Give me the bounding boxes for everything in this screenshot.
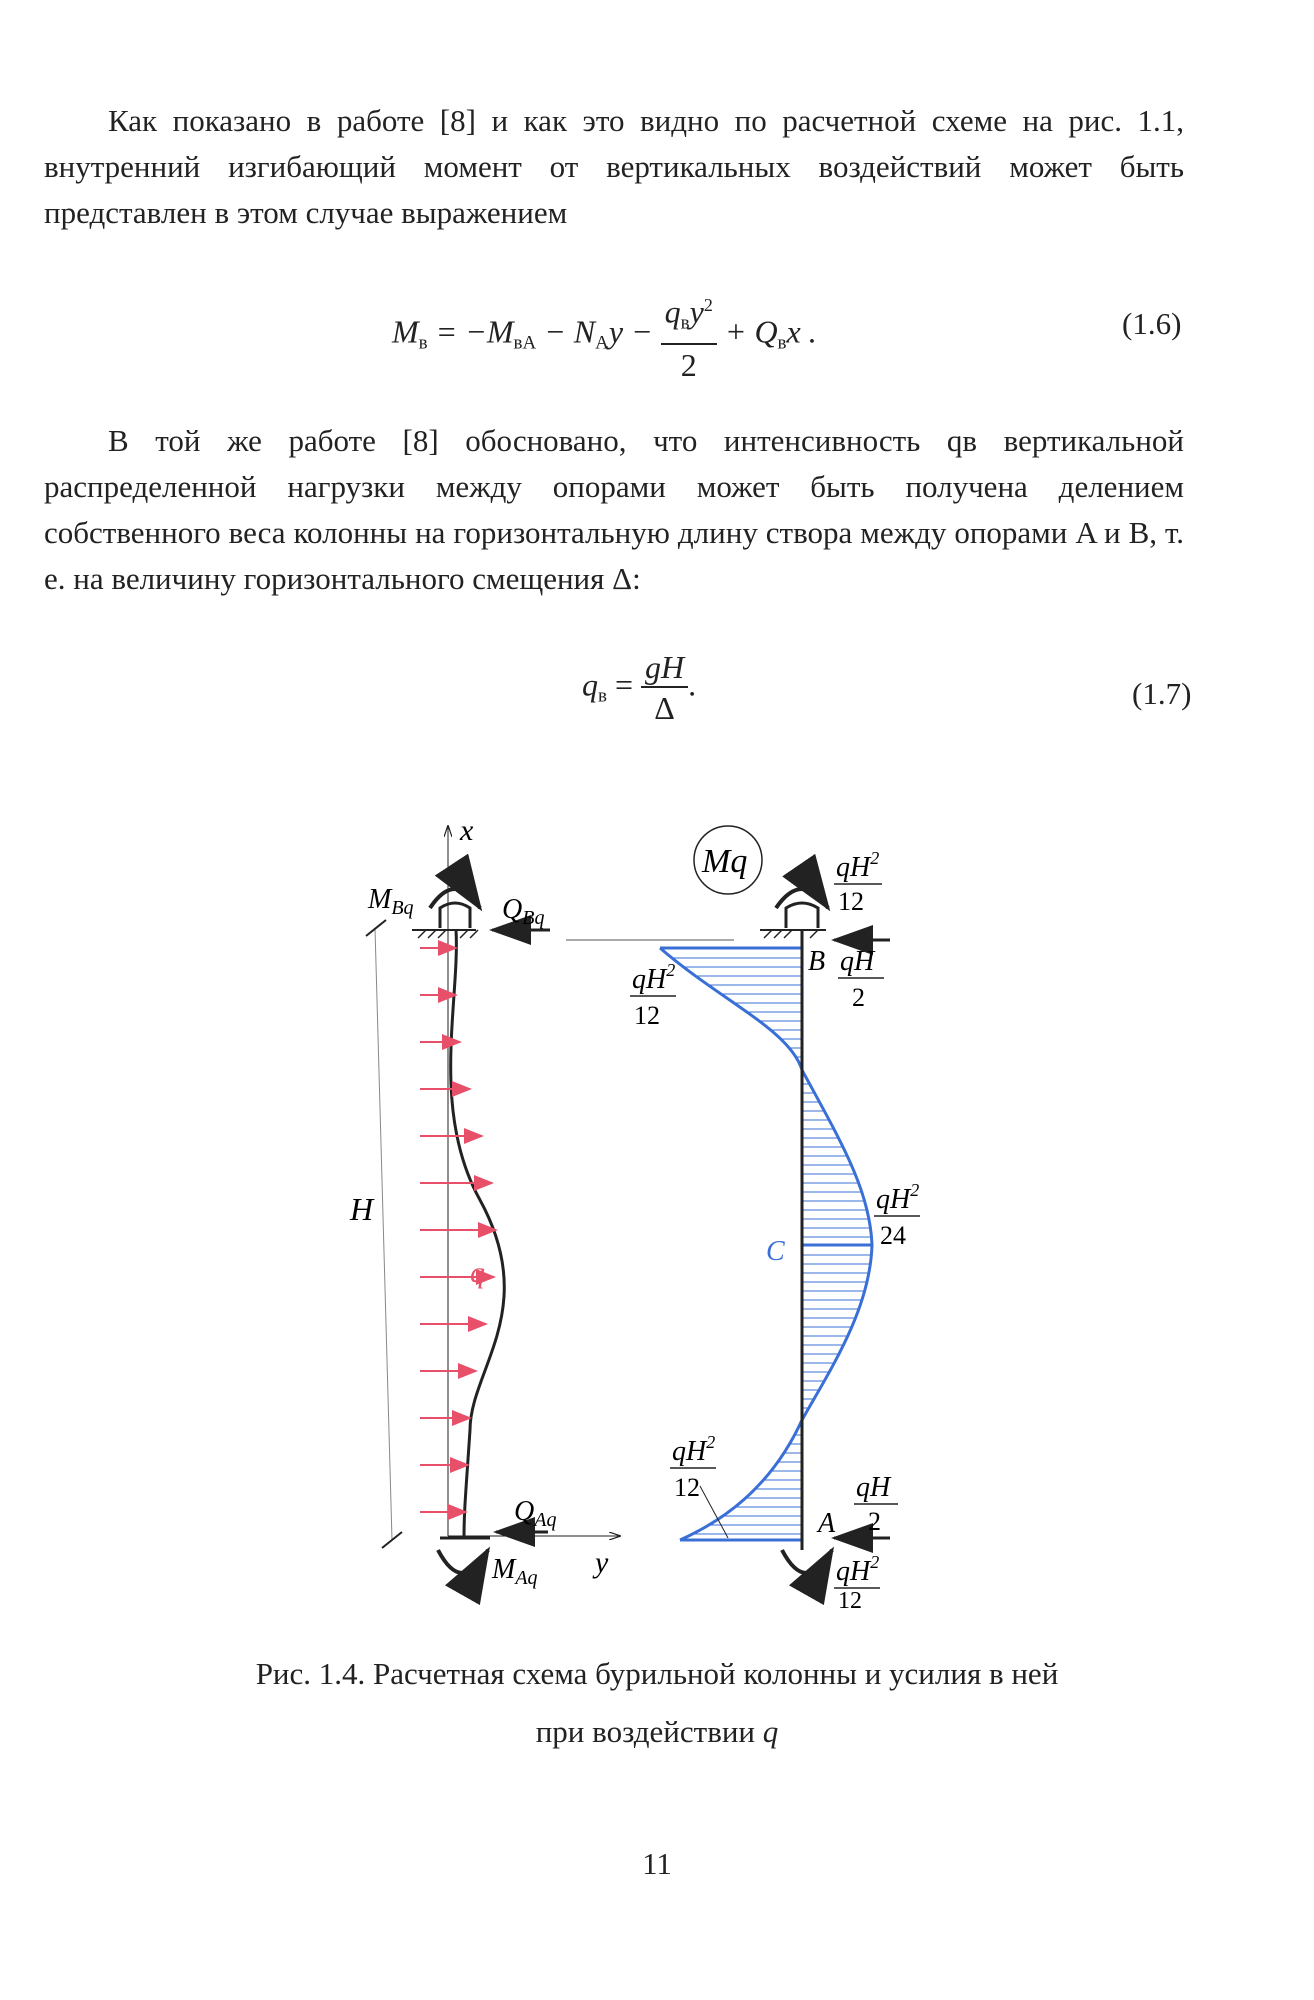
diagram-title: Mq: [702, 843, 748, 880]
equation-number-1-6: (1.6): [1122, 306, 1182, 341]
height-label: H: [350, 1191, 374, 1227]
svg-text:2: 2: [868, 1507, 881, 1536]
equation-1-6: $M_в = -M_{вA} - N_Ay$ − $\frac{q_вy^2}{2}$ + $Q_вx$ .: [392, 286, 817, 385]
svg-text:2: 2: [852, 983, 865, 1012]
svg-text:12: 12: [838, 887, 864, 916]
load-label: q: [470, 1256, 485, 1289]
paragraph-1: Как показано в работе [8] и как это видно по расчетной схеме на рис. 1.1, внутренний изгибающий момент от вертикальных воздействий может быть представлен в этом случае выражением: [44, 103, 1184, 230]
column-curve: [451, 930, 505, 1538]
top-moment-label: $qH^2$: [836, 848, 880, 883]
page-number: 11: [642, 1846, 672, 1881]
equation-number-1-7: (1.7): [1132, 676, 1192, 711]
mid-label: $qH^2$: [876, 1180, 920, 1215]
svg-text:24: 24: [880, 1221, 906, 1250]
point-A: A: [818, 1508, 836, 1539]
figure-1-4: [0, 810, 1314, 1610]
shear-bottom-label: $Q_{Aq}$: [514, 1496, 557, 1531]
left-scheme: [349, 814, 620, 1589]
moment-top-label: $M_{Bq}$: [368, 884, 414, 919]
top-force-label: qH: [840, 946, 875, 977]
svg-text:12: 12: [634, 1001, 660, 1030]
point-C: C: [766, 1236, 785, 1267]
bottom-moment-label: $qH^2$: [836, 1552, 880, 1587]
paragraph-2: В той же работе [8] обосновано, что интенсивность qв вертикальной распределенной нагрузки между опорами может быть получена делением собственного веса колонны на горизонтальную длину створа между опорами A и B, т. е. на величину горизонтального смещения Δ:: [44, 423, 1184, 596]
left-bottom-label: $qH^2$: [672, 1432, 716, 1467]
moment-bottom-label: $M_{Aq}$: [492, 1554, 538, 1589]
moment-diagram: [566, 826, 920, 1610]
axis-x-label: x: [460, 814, 474, 847]
svg-text:12: 12: [674, 1473, 700, 1502]
equation-1-7: $q_в$ = $\frac{gH}{\Delta}$ .: [582, 649, 697, 726]
figure-caption-line-2: при воздействии q: [535, 1714, 779, 1749]
figure-caption-line-1: Рис. 1.4. Расчетная схема бурильной колонны и усилия в ней: [255, 1656, 1059, 1691]
axis-y-label: y: [595, 1546, 609, 1579]
point-B: B: [808, 946, 826, 977]
bottom-force-label: qH: [856, 1472, 891, 1503]
left-top-label: $qH^2$: [632, 960, 676, 995]
svg-text:12: 12: [838, 1588, 862, 1610]
load-arrows: [420, 948, 496, 1512]
shear-top-label: $Q_{Bq}$: [502, 894, 545, 929]
